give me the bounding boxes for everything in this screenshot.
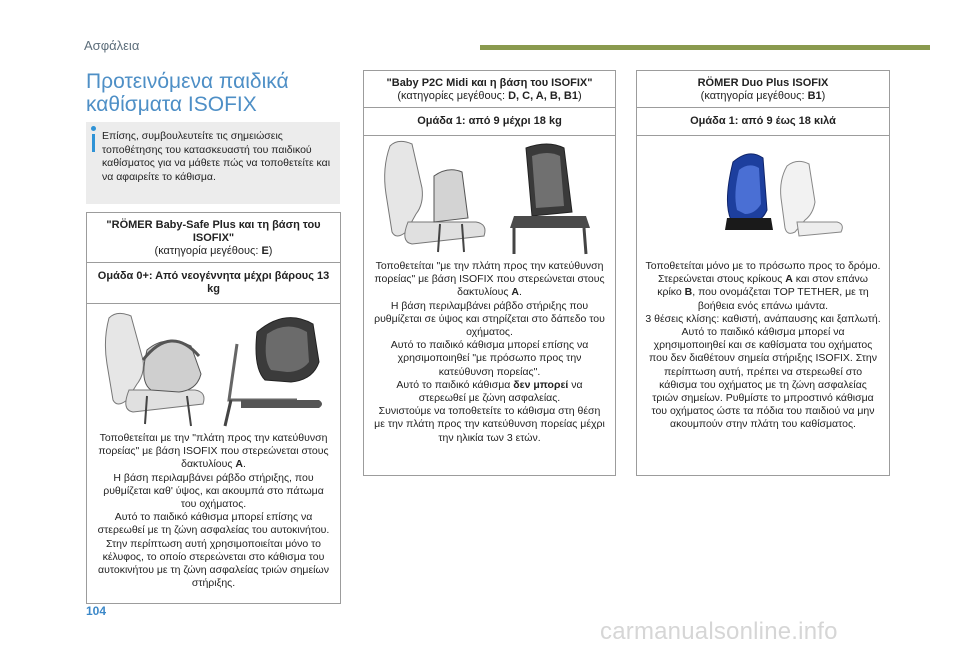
- card-paragraph: 3 θέσεις κλίσης: καθιστή, ανάπαυσης και ξαπλωτή.: [645, 312, 881, 325]
- info-text: Επίσης, συμβουλευτείτε τις σημειώσεις τοποθέτησης του κατασκευαστή του παιδικού καθίσματος για να μάθετε πώς να τοποθετείτε και να αφαιρείτε το κάθισμα.: [102, 130, 331, 183]
- page-title-line2: καθίσματα ISOFIX: [86, 93, 257, 116]
- card-paragraph: Αυτό το παιδικό κάθισμα μπορεί επίσης να στερεωθεί με τη ζώνη ασφαλείας του αυτοκινήτου. Στην περίπτωση αυτή χρησιμοποιείται μόνο το κέλυφος, το οποίο στερεώνεται στο κάθισμα του αυτοκινήτου με τη ζώνη ασφαλείας τριών σημείων στήριξης.: [97, 511, 330, 590]
- card-header: [87, 213, 340, 263]
- card-category: (κατηγορία μεγέθους: E): [154, 245, 273, 257]
- page-number: 104: [86, 604, 107, 618]
- seat-card-baby-p2c-midi: [363, 70, 616, 476]
- seat-illustration: [87, 304, 340, 432]
- vehicle-seat-drawing: [385, 141, 485, 252]
- child-seat-drawing: [725, 154, 773, 230]
- card-paragraph: Αυτό το παιδικό κάθισμα μπορεί να χρησιμοποιηθεί και σε καθίσματα του οχήματος που δεν διαθέτουν σημεία στήριξης ISOFIX. Στην περίπτωση αυτή, πρέπει να στερεωθεί στο κάθισμα του οχήματος με τη ζώνη ασφαλείας τριών σημείων. Ρυθμίστε το μπροστινό κάθισμα του οχήματος ώστε τα πόδια του παιδιού να μην ακουμπούν στην πλάτη του καθίσματος.: [649, 326, 877, 431]
- vehicle-seat-drawing: [105, 313, 204, 426]
- card-paragraph: Τοποθετείται με την "πλάτη προς την κατεύθυνση πορείας" με βάση ISOFIX που στερεώνεται στους δακτυλίους A.: [98, 432, 329, 471]
- card-category: (κατηγορίες μεγέθους: D, C, A, B, B1): [397, 90, 582, 102]
- card-header: [637, 71, 889, 108]
- card-body: [364, 260, 615, 445]
- card-title: RÖMER Duo Plus ISOFIX: [697, 77, 829, 89]
- vehicle-seat-drawing: [781, 161, 843, 236]
- seat-card-romer-duo-plus: [636, 70, 890, 476]
- page-title: [86, 70, 346, 116]
- card-group: Ομάδα 1: από 9 μέχρι 18 kg: [364, 108, 615, 136]
- info-icon-bar: [92, 134, 95, 152]
- info-icon-dot: [91, 126, 96, 131]
- card-group: Ομάδα 0+: Από νεογέννητα μέχρι βάρους 13 kg: [87, 263, 340, 304]
- watermark: carmanualsonline.info: [600, 618, 838, 645]
- section-rule: [480, 45, 930, 50]
- page-title-line1: Προτεινόμενα παιδικά: [86, 70, 289, 93]
- card-paragraph: Συνιστούμε να τοποθετείτε το κάθισμα στη θέση με την πλάτη προς την κατεύθυνση πορείας μέχρι την ηλικία των 3 ετών.: [374, 405, 605, 444]
- info-box: [86, 122, 340, 204]
- card-paragraph: Η βάση περιλαμβάνει ράβδο στήριξης, που ρυθμίζεται καθ' ύψος, και ακουμπά στο πάτωμα του οχήματος.: [103, 471, 324, 511]
- card-paragraph: Αυτό το παιδικό κάθισμα μπορεί επίσης να χρησιμοποιηθεί "με πρόσωπο προς την κατεύθυνση πορείας".: [390, 339, 589, 378]
- child-seat-drawing: [510, 144, 590, 254]
- seat-illustration: [364, 136, 615, 260]
- card-paragraph: Η βάση περιλαμβάνει ράβδο στήριξης που ρυθμίζεται σε ύψος και στηρίζεται στο δάπεδο του οχήματος.: [374, 299, 605, 339]
- card-category: (κατηγορία μεγέθους: B1): [700, 90, 826, 102]
- card-header: [364, 71, 615, 108]
- section-label: Ασφάλεια: [84, 38, 140, 53]
- card-paragraph: Τοποθετείται "με την πλάτη προς την κατεύθυνση πορείας" με βάση ISOFIX που στερεώνεται στους δακτυλίους A.: [374, 260, 605, 299]
- card-title: "Baby P2C Midi και η βάση του ISOFIX": [386, 77, 593, 89]
- card-body: [87, 432, 340, 590]
- card-paragraph: Στερεώνεται στους κρίκους A και στον επάνω κρίκο B, που ονομάζεται TOP TETHER, με τη βοήθεια ενός επάνω ιμάντα.: [657, 273, 869, 312]
- card-body: [637, 260, 889, 432]
- seat-illustration: [637, 136, 889, 260]
- card-group: Ομάδα 1: από 9 έως 18 κιλά: [637, 108, 889, 136]
- seat-card-romer-baby-safe: [86, 212, 341, 604]
- card-title: "RÖMER Baby-Safe Plus και τη βάση του ISOFIX": [106, 219, 321, 244]
- infant-carrier-drawing: [225, 318, 322, 426]
- card-paragraph: Αυτό το παιδικό κάθισμα δεν μπορεί να στερεωθεί με ζώνη ασφαλείας.: [396, 378, 583, 405]
- card-paragraph: Τοποθετείται μόνο με το πρόσωπο προς το δρόμο.: [645, 260, 881, 272]
